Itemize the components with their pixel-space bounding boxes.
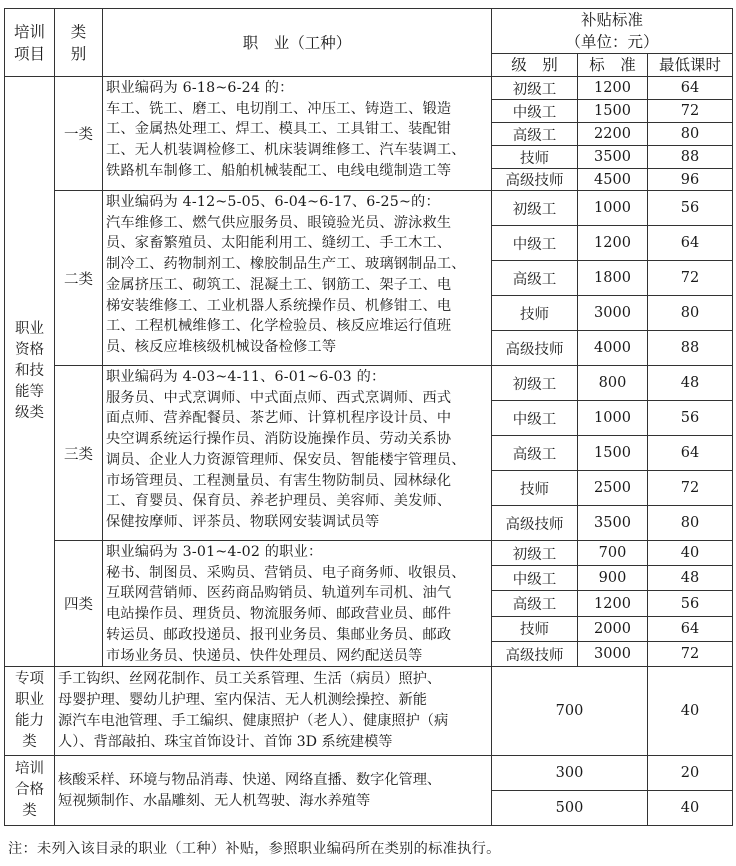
occupation-line: 金属挤压工、砌筑工、混凝土工、钢筋工、架子工、电 [106, 276, 452, 293]
project-qualification-line: 职业 [15, 321, 44, 338]
hours-cell: 88 [648, 146, 733, 169]
training-standard: 300 [492, 756, 648, 791]
hours-cell: 64 [648, 226, 733, 261]
standard-cell: 2500 [578, 471, 648, 506]
level-cell: 中级工 [492, 100, 578, 123]
occupation-line: 员、家畜繁殖员、太阳能利用工、缝纫工、手工木工、 [106, 235, 452, 252]
hours-cell: 56 [648, 591, 733, 616]
hours-cell: 72 [648, 641, 733, 666]
level-cell: 初级工 [492, 541, 578, 566]
occupation-line: 面点师、营养配餐员、茶艺师、计算机程序设计员、中 [106, 410, 452, 427]
occupation-list [103, 366, 492, 541]
level-cell: 高级技师 [492, 169, 578, 191]
project-special-line: 专项 [15, 671, 44, 688]
standard-cell: 1200 [578, 226, 648, 261]
occupation-line: 职业编码为 3-01~4-02 的职业： [106, 544, 323, 560]
header-occupation: 职 业（工种） [103, 9, 492, 77]
header-subsidy [492, 9, 733, 54]
special-occupation-line: 母婴护理、婴幼儿护理、室内保洁、无人机测绘操控、新能 [58, 692, 427, 709]
occupation-line: 工、工程机械维修工、化学检验员、核反应堆运行值班 [106, 318, 452, 335]
standard-cell: 1200 [578, 591, 648, 616]
level-cell: 技师 [492, 616, 578, 641]
table-row [5, 191, 733, 226]
hours-cell: 48 [648, 566, 733, 591]
standard-cell: 3000 [578, 296, 648, 331]
standard-cell: 3500 [578, 146, 648, 169]
level-cell: 高级技师 [492, 506, 578, 541]
category-name: 三类 [55, 366, 103, 541]
project-training-line: 培训 [15, 761, 44, 778]
level-cell: 初级工 [492, 366, 578, 401]
training-hours: 20 [648, 756, 733, 791]
standard-cell: 1500 [578, 100, 648, 123]
header-level: 级 别 [492, 54, 578, 77]
occupation-line: 员、核反应堆核级机械设备检修工等 [106, 338, 337, 355]
special-occupation-line: 手工钩织、丝网花制作、员工关系管理、生活（病员）照护、 [58, 671, 442, 688]
subsidy-table [4, 8, 733, 826]
standard-cell: 4000 [578, 331, 648, 366]
hours-cell: 64 [648, 616, 733, 641]
project-qualification-line: 和技 [15, 363, 44, 380]
occupation-line: 工、金属热处理工、焊工、模具工、工具钳工、装配钳 [106, 121, 452, 138]
header-project [5, 9, 55, 77]
footnote: 注：未列入该目录的职业（工种）补贴，参照职业编码所在类别的标准执行。 [8, 841, 501, 857]
category-name: 四类 [55, 541, 103, 667]
special-occupation-line: 人）、背部敲拍、珠宝首饰设计、首饰 3D 系统建模等 [58, 734, 393, 751]
hours-cell: 72 [648, 471, 733, 506]
hours-cell: 40 [648, 541, 733, 566]
header-project-line: 项目 [13, 44, 45, 63]
occupation-line: 电站操作员、理货员、物流服务师、邮政营业员、邮件 [106, 606, 452, 623]
occupation-list [103, 77, 492, 191]
header-category-line: 别 [70, 44, 87, 63]
project-special-line: 类 [22, 734, 37, 751]
header-subsidy-title: 补贴标准 [581, 11, 644, 29]
occupation-line: 市场业务员、快递员、快件处理员、网约配送员等 [106, 647, 423, 664]
occupation-line: 职业编码为 4-03~4-11、6-01~6-03 的： [106, 369, 386, 385]
special-occupation-list [55, 667, 492, 756]
table-row [5, 541, 733, 566]
occupation-line: 职业编码为 4-12~5-05、6-04~6-17、6-25~的： [106, 194, 440, 210]
standard-cell: 1500 [578, 436, 648, 471]
project-qualification-line: 资格 [15, 342, 44, 359]
training-occupation-line: 短视频制作、水晶雕刻、无人机驾驶、海水养殖等 [58, 792, 371, 809]
header-category [55, 9, 103, 77]
hours-cell: 88 [648, 331, 733, 366]
header-project-line: 培训 [13, 22, 45, 41]
header-category-line: 类 [70, 22, 87, 41]
level-cell: 中级工 [492, 401, 578, 436]
occupation-list [103, 191, 492, 366]
standard-cell: 700 [578, 541, 648, 566]
level-cell: 技师 [492, 146, 578, 169]
training-occupation-line: 核酸采样、环境与物品消毒、快递、网络直播、数字化管理、 [58, 771, 442, 788]
level-cell: 高级工 [492, 436, 578, 471]
standard-cell: 2000 [578, 616, 648, 641]
occupation-line: 汽车维修工、燃气供应服务员、眼镜验光员、游泳救生 [106, 214, 452, 231]
level-cell: 高级工 [492, 261, 578, 296]
hours-cell: 56 [648, 401, 733, 436]
project-qualification-line: 级类 [15, 405, 44, 422]
project-special [5, 667, 55, 756]
project-training-line: 类 [22, 803, 37, 820]
project-special-line: 职业 [15, 692, 44, 709]
occupation-line: 梯安装维修工、工业机器人系统操作员、机修钳工、电 [106, 297, 452, 314]
standard-cell: 3500 [578, 506, 648, 541]
project-qualification-line: 能等 [15, 384, 44, 401]
occupation-line: 工、育婴员、保育员、养老护理员、美容师、美发师、 [106, 493, 452, 510]
standard-cell: 1800 [578, 261, 648, 296]
hours-cell: 56 [648, 191, 733, 226]
occupation-list [103, 541, 492, 667]
hours-cell: 80 [648, 506, 733, 541]
hours-cell: 80 [648, 123, 733, 146]
occupation-line: 保健按摩师、评茶员、物联网安装调试员等 [106, 513, 380, 530]
project-special-line: 能力 [15, 713, 44, 730]
special-standard: 700 [492, 667, 648, 756]
occupation-line: 制冷工、药物制剂工、橡胶制品生产工、玻璃钢制品工、 [106, 256, 466, 273]
level-cell: 高级技师 [492, 331, 578, 366]
category-name: 一类 [55, 77, 103, 191]
standard-cell: 1000 [578, 401, 648, 436]
level-cell: 高级技师 [492, 641, 578, 666]
hours-cell: 96 [648, 169, 733, 191]
special-hours: 40 [648, 667, 733, 756]
occupation-line: 调员、企业人力资源管理师、保安员、智能楼宇管理员、 [106, 451, 466, 468]
table-row [5, 366, 733, 401]
hours-cell: 64 [648, 77, 733, 100]
level-cell: 中级工 [492, 226, 578, 261]
occupation-line: 央空调系统运行操作员、消防设施操作员、劳动关系协 [106, 431, 452, 448]
occupation-line: 秘书、制图员、采购员、营销员、电子商务师、收银员、 [106, 564, 466, 581]
occupation-line: 互联网营销师、医药商品购销员、轨道列车司机、油气 [106, 585, 452, 602]
header-hours: 最低课时 [648, 54, 733, 77]
occupation-line: 车工、铣工、磨工、电切削工、冲压工、铸造工、锻造 [106, 100, 452, 117]
standard-cell: 4500 [578, 169, 648, 191]
hours-cell: 80 [648, 296, 733, 331]
level-cell: 初级工 [492, 191, 578, 226]
occupation-line: 工、无人机装调检修工、机床装调维修工、汽车装调工、 [106, 142, 466, 159]
hours-cell: 48 [648, 366, 733, 401]
table-row [5, 77, 733, 100]
occupation-line: 铁路机车制修工、船舶机械装配工、电线电缆制造工等 [106, 162, 452, 179]
standard-cell: 2200 [578, 123, 648, 146]
hours-cell: 72 [648, 261, 733, 296]
level-cell: 技师 [492, 471, 578, 506]
level-cell: 高级工 [492, 123, 578, 146]
training-hours: 40 [648, 791, 733, 826]
project-training [5, 756, 55, 826]
standard-cell: 1200 [578, 77, 648, 100]
header-subsidy-unit: （单位：元） [565, 33, 659, 51]
project-training-line: 合格 [15, 782, 44, 799]
occupation-line: 转运员、邮政投递员、报刊业务员、集邮业务员、邮政 [106, 626, 452, 643]
level-cell: 高级工 [492, 591, 578, 616]
hours-cell: 72 [648, 100, 733, 123]
special-occupation-line: 源汽车电池管理、手工编织、健康照护（老人）、健康照护（病 [58, 713, 449, 730]
hours-cell: 64 [648, 436, 733, 471]
occupation-line: 市场管理员、工程测量员、有害生物防制员、园林绿化 [106, 472, 452, 489]
standard-cell: 1000 [578, 191, 648, 226]
level-cell: 初级工 [492, 77, 578, 100]
standard-cell: 900 [578, 566, 648, 591]
occupation-line: 职业编码为 6-18~6-24 的： [106, 80, 294, 96]
standard-cell: 800 [578, 366, 648, 401]
training-occupation-list [55, 756, 492, 826]
level-cell: 中级工 [492, 566, 578, 591]
level-cell: 技师 [492, 296, 578, 331]
table-row [5, 756, 733, 791]
project-qualification [5, 77, 55, 667]
header-standard: 标 准 [578, 54, 648, 77]
category-name: 二类 [55, 191, 103, 366]
table-row [5, 667, 733, 756]
occupation-line: 服务员、中式烹调师、中式面点师、西式烹调师、西式 [106, 389, 452, 406]
standard-cell: 3000 [578, 641, 648, 666]
training-standard: 500 [492, 791, 648, 826]
